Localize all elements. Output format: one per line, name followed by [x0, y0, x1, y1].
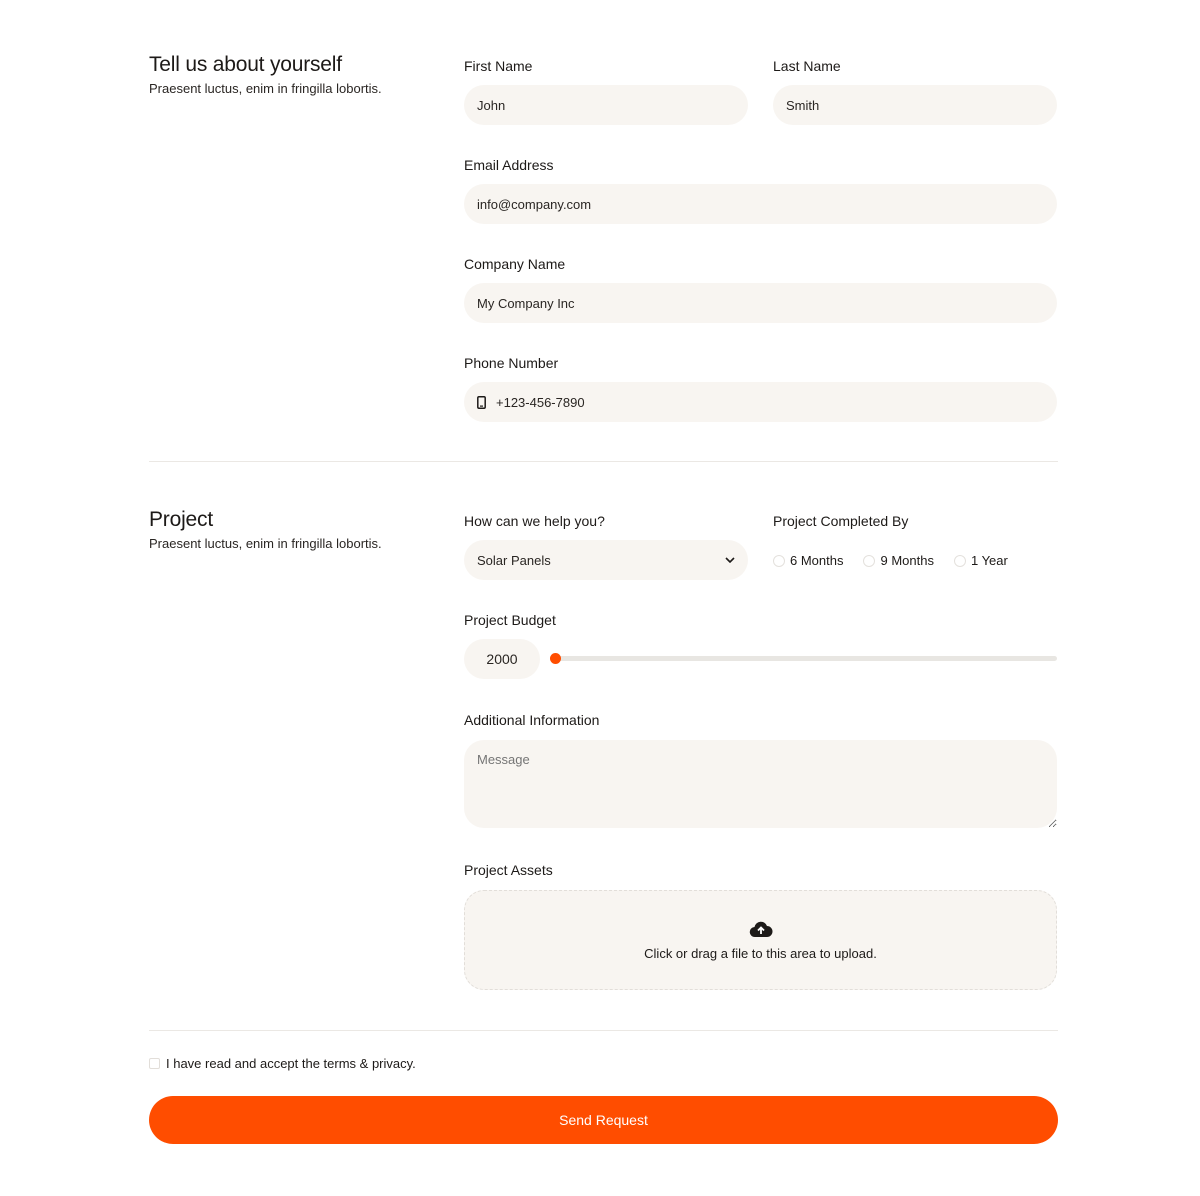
about-section-header — [149, 53, 382, 96]
radio-label: 6 Months — [790, 553, 844, 568]
budget-label: Project Budget — [464, 612, 556, 628]
terms-checkbox[interactable] — [149, 1058, 160, 1069]
completed-by-label: Project Completed By — [773, 513, 909, 529]
terms-label: I have read and accept the terms & privacy. — [166, 1056, 416, 1071]
phone-icon — [477, 396, 486, 409]
upload-dropzone[interactable] — [464, 890, 1057, 990]
terms-checkbox-row[interactable] — [149, 1056, 416, 1071]
radio-label: 9 Months — [880, 553, 934, 568]
radio-9-months[interactable] — [863, 553, 933, 568]
budget-value: 2000 — [486, 651, 518, 667]
radio-6-months[interactable] — [773, 553, 843, 568]
company-label: Company Name — [464, 256, 566, 272]
radio-label: 1 Year — [970, 553, 1008, 568]
help-label: How can we help you? — [464, 513, 605, 529]
send-request-button[interactable]: Send Request — [149, 1096, 1058, 1144]
first-name-value: John — [477, 97, 506, 113]
upload-text: Click or drag a file to this area to upload. — [644, 945, 877, 961]
email-value: info@company.com — [477, 196, 592, 212]
section-title: Tell us about yourself — [149, 53, 342, 76]
first-name-input[interactable] — [464, 85, 748, 125]
last-name-label: Last Name — [773, 58, 841, 74]
phone-value: +123-456-7890 — [496, 394, 585, 410]
company-input[interactable] — [464, 283, 1057, 323]
company-value: My Company Inc — [477, 295, 575, 311]
divider — [149, 1030, 1058, 1031]
radio-1-year[interactable] — [954, 553, 1008, 568]
info-textarea[interactable] — [464, 740, 1057, 828]
radio-circle[interactable] — [863, 555, 875, 567]
info-label: Additional Information — [464, 712, 600, 728]
help-value: Solar Panels — [477, 552, 551, 568]
budget-slider-thumb[interactable] — [550, 653, 561, 664]
email-label: Email Address — [464, 157, 554, 173]
help-select[interactable] — [464, 540, 748, 580]
phone-label: Phone Number — [464, 355, 559, 371]
budget-slider-track[interactable] — [550, 656, 1057, 661]
radio-circle[interactable] — [773, 555, 785, 567]
section-subtitle: Praesent luctus, enim in fringilla lobortis. — [149, 536, 382, 551]
last-name-value: Smith — [786, 97, 820, 113]
budget-input[interactable] — [464, 639, 540, 679]
email-input[interactable] — [464, 184, 1057, 224]
chevron-down-icon — [725, 557, 735, 563]
cloud-upload-icon — [749, 920, 773, 938]
last-name-input[interactable] — [773, 85, 1057, 125]
section-subtitle: Praesent luctus, enim in fringilla lobortis. — [149, 81, 382, 96]
divider — [149, 461, 1058, 462]
first-name-label: First Name — [464, 58, 533, 74]
phone-input[interactable] — [464, 382, 1057, 422]
completed-by-radios — [773, 553, 1008, 568]
project-section-header — [149, 508, 382, 551]
assets-label: Project Assets — [464, 862, 553, 878]
section-title: Project — [149, 508, 213, 531]
radio-circle[interactable] — [954, 555, 966, 567]
